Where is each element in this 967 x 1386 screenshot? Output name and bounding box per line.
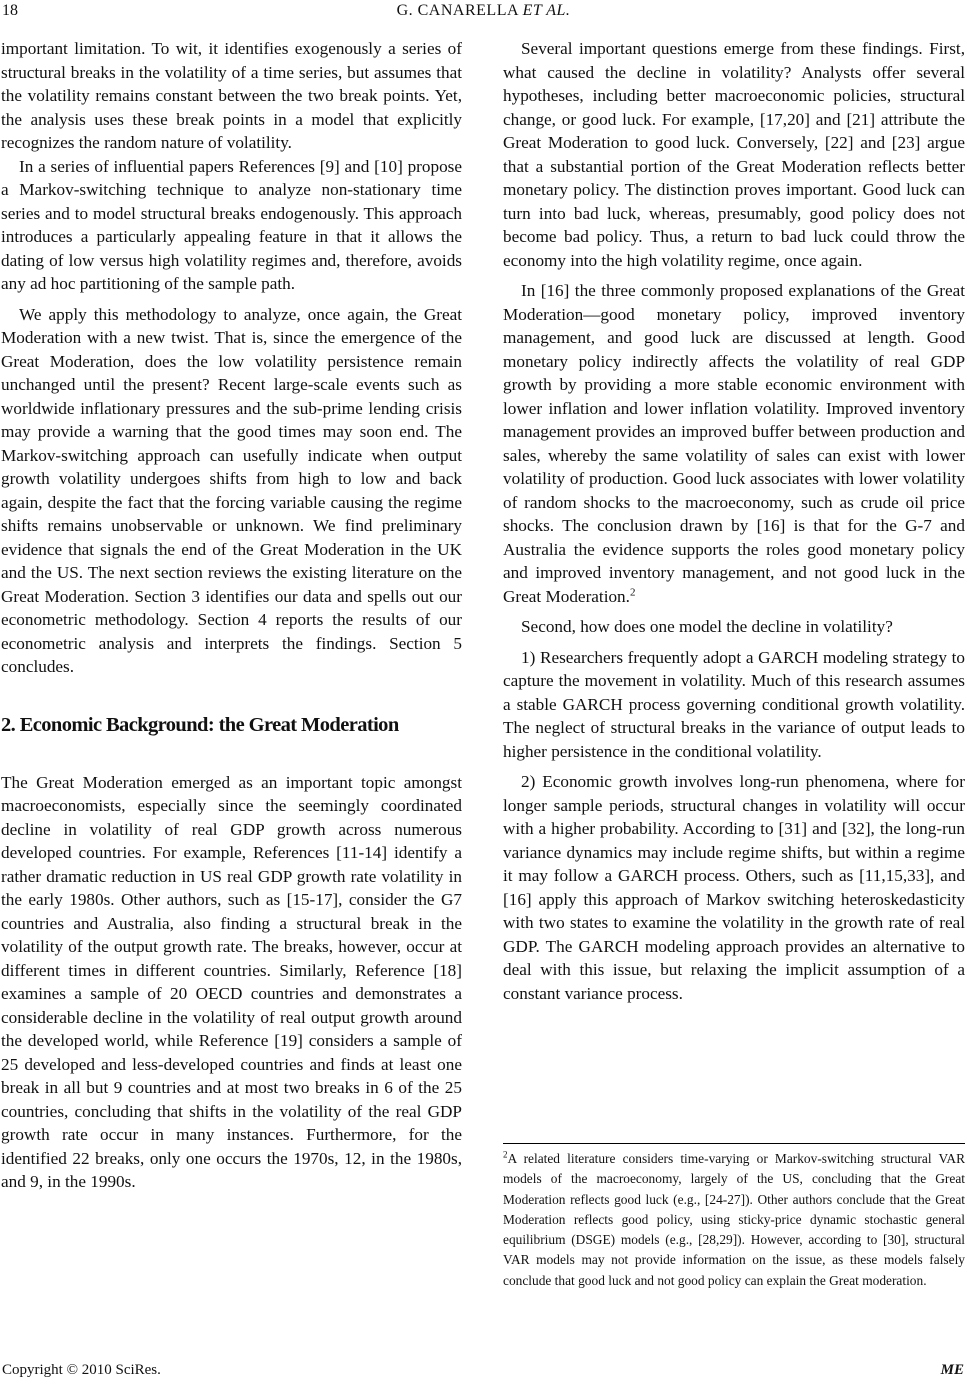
footnote-text: A related literature considers time-varying or Markov-switching structural VAR models of the macroeconomy, largely of the US, concluding that the Great Moderation reflects good luck (e.g., [24-27]). Other authors conclude that the Great Moderation reflects good policy, using sticky-price dynamic stochastic general equilibrium (DSGE) models (e.g., [28,29]). However, according to [30], structural VAR models may not provide information on the issue, as these models falsely conclude that good luck and not good policy can explain the Great moderation. [503,1151,965,1288]
paragraph-text: In [16] the three commonly proposed explanations of the Great Moderation—good monetary policy, improved inventory management, and good luck are discussed at length. Good monetary policy indirectly affects the volatility of real GDP growth by providing a more stable economic environment with lower inflation and lower inflation volatility. Improved inventory management provides an improved buffer between production and sales, whereby the same volatility of sales can exist with lower volatility of production. Good luck associates with lower volatility of random shocks to the macroeconomy, such as crude oil price shocks. The conclusion drawn by [16] is that for the G-7 and Australia the evidence supports the roles good monetary policy and improved inventory management, and not good luck in the Great Moderation. [503,281,965,606]
page-footer [0,1362,967,1382]
running-head-etal: ET AL. [522,2,571,19]
paragraph: Several important questions emerge from these findings. First, what caused the decline in volatility? Analysts offer several hypotheses, including better macroeconomic policies, structural change, or good luck. For example, [17,20] and [21] attribute the Great Moderation to good luck. Conversely, [22] and [23] argue that a substantial portion of the Great Moderation reflects better monetary policy. The distinction proves important. Good luck can turn into bad luck, whereas, presumably, good policy does not become bad policy. Thus, a return to bad luck could throw the economy into the high volatility regime, once again. [503,39,965,270]
paragraph: 2) Economic growth involves long-run phenomena, where for longer sample periods, structural changes in volatility will occur with a higher probability. According to [31] and [32], the long-run variance dynamics may include regime shifts, but within a regime it may follow a GARCH process. Others, such as [11,15,33], and [16] apply this approach of Markov switching heteroskedasticity with two states to examine the volatility in the growth rate of real GDP. The GARCH modeling approach provides an alternative to deal with this issue, but relaxing the implicit assumption of a constant variance process. [503,772,965,1003]
footnote-mark: 2 [503,1149,508,1160]
paragraph [503,279,965,608]
running-head [0,2,967,20]
journal-abbreviation: ME [940,1362,964,1378]
section-heading: 2. Economic Background: the Great Moderation [1,713,399,736]
footnote [503,1143,965,1291]
left-column [1,37,462,1194]
page-header [0,2,967,24]
copyright-notice: Copyright © 2010 SciRes. [2,1362,161,1378]
page-number: 18 [2,2,18,19]
footnote-reference[interactable]: 2 [629,585,636,598]
paragraph: The Great Moderation emerged as an important topic amongst macroeconomists, especially since the seemingly coordinated decline in volatility of real GDP growth across numerous developed countries. For example, References [11-14] identify a rather dramatic reduction in US real GDP growth rate volatility in the early 1980s. Other authors, such as [15-17], consider the G7 countries and Australia, also finding a structural break in the volatility of the output growth rate. The breaks, however, occur at different times in different countries. Similarly, Reference [18] examines a sample of 20 OECD countries and demonstrates a considerable decline in the volatility of real output growth around the developed world, while Reference [19] considers a sample of 25 developed and less-developed countries and finds at least one break in all but 9 countries and at most two breaks in 6 of the 25 countries, concluding that shifts in the volatility of the real GDP growth rate occur in many instances. Furthermore, for the identified 22 breaks, only one occurs the 1970s, 12, in the 1980s, and 9, in the 1990s. [1,772,462,1191]
right-column [503,37,965,1005]
paragraph: We apply this methodology to analyze, once again, the Great Moderation with a new twist. That is, since the emergence of the Great Moderation, does the low volatility persistence remain unchanged until the present? Recent large-scale events such as worldwide inflationary pressures and the sub-prime lending crisis may provide a warning that the good times may soon end. The Markov-switching approach can usefully indicate when output growth volatility undergoes shifts from high to low and back again, despite the fact that the forcing variable causing the regime shifts remains unobservable or unknown. We find preliminary evidence that signals the end of the Great Moderation in the UK and the US. The next section reviews the existing literature on the Great Moderation. Section 3 identifies our data and spells out our econometric methodology. Section 4 reports the results of our econometric analysis and interprets the findings. Section 5 concludes. [1,304,462,676]
paragraph: Second, how does one model the decline in volatility? [521,617,893,636]
running-head-authors: G. CANARELLA [396,2,519,19]
paragraph: 1) Researchers frequently adopt a GARCH modeling strategy to capture the movement in volatility. Much of this research assumes a stable GARCH process governing conditional growth volatility. The neglect of structural breaks in the variance of output leads to higher persistence in the conditional volatility. [503,647,965,761]
paragraph: important limitation. To wit, it identifies exogenously a series of structural breaks in the volatility of a time series, but assumes that the volatility remains constant between the two break points. Yet, the analysis uses these break points in a model that explicitly recognizes the random nature of volatility. [1,39,462,152]
paragraph: In a series of influential papers References [9] and [10] propose a Markov-switching technique to analyze non-stationary time series and to model structural breaks endogenously. This approach introduces a particularly appealing feature in that it allows the dating of low versus high volatility regimes and, therefore, avoids any ad hoc partitioning of the sample path. [1,156,462,293]
